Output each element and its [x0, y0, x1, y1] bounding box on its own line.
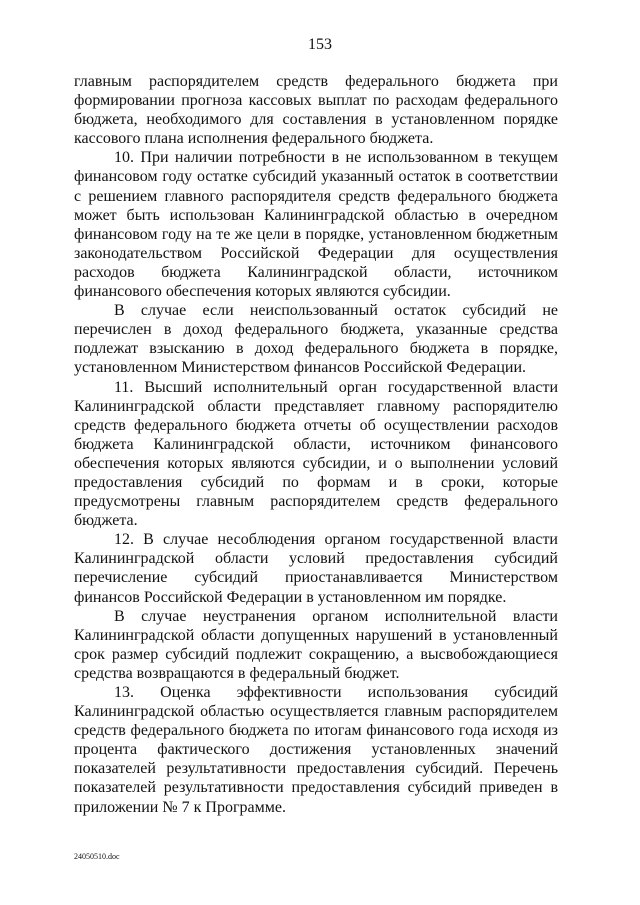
page-number: 153: [308, 36, 332, 53]
paragraph-item-10: 10. При наличии потребности в не использованном в текущем финансовом году остатке субсидий указанный остаток в соответствии с решением главного распорядителя средств федерального бюджета может быть использован Калининградской областью в очередном финансовом году на те же цели в порядке, установленном бюджетным законодательством Российской Федерации для осуществления расходов бюджета Калининградской области, источником финансового обеспечения которых являются субсидии.: [74, 149, 558, 301]
paragraph-item-12: 12. В случае несоблюдения органом государственной власти Калининградской области условий предоставления субсидий перечисление субсидий приостанавливается Министерством финансов Российской Федерации в установленном им порядке.: [74, 531, 558, 606]
paragraph-item-13: 13. Оценка эффективности использования субсидий Калининградской областью осуществляется главным распорядителем средств федерального бюджета по итогам финансового года исходя из процента фактического достижения установленных значений показателей результативности предоставления субсидий. Перечень показателей результативности предоставления субсидий приведен в приложении № 7 к Программе.: [74, 684, 558, 816]
paragraph-violation: В случае неустранения органом исполнительной власти Калининградской области допущенных нарушений в установленный срок размер субсидий подлежит сокращению, а высвобождающиеся средства возвращаются в федеральный бюджет.: [74, 607, 558, 682]
paragraph-item-11: 11. Высший исполнительный орган государственной власти Калининградской области представляет главному распорядителю средств федерального бюджета отчеты об осуществлении расходов бюджета Калининградской области, источником финансового обеспечения которых являются субсидии, и о выполнении условий предоставления субсидий по формам и в сроки, которые предусмотрены главным распорядителем средств федерального бюджета.: [74, 378, 558, 530]
paragraph-continuation: главным распорядителем средств федерального бюджета при формировании прогноза кассовых выплат по расходам федерального бюджета, необходимого для составления в установленном порядке кассового плана исполнения федерального бюджета.: [74, 73, 558, 148]
footer-filename: 24050510.doc: [74, 852, 120, 861]
paragraph-unused-balance: В случае если неиспользованный остаток субсидий не перечислен в доход федерального бюджета, указанные средства подлежат взысканию в доход федерального бюджета в порядке, установленном Министерством финансов Российской Федерации.: [74, 302, 558, 377]
document-body: [74, 72, 558, 817]
